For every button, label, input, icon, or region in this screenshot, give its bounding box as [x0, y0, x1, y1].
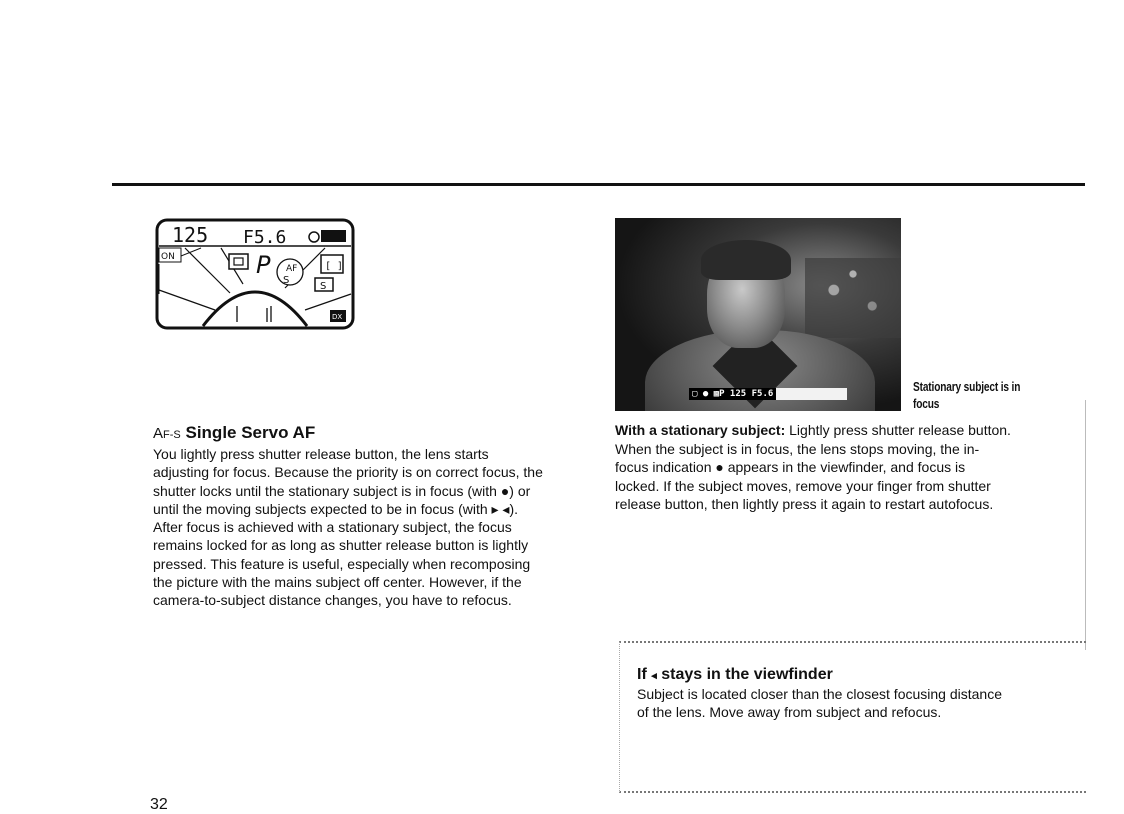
lcd-mode-letter: P	[256, 251, 271, 279]
paragraph-line: With a stationary subject: Lightly press shutter release button.	[615, 422, 1011, 438]
lcd-af-top: AF	[286, 264, 298, 274]
top-rule	[112, 183, 1085, 186]
note-body	[637, 685, 1067, 721]
note-line: of the lens. Move away from subject and refocus.	[637, 704, 942, 720]
viewfinder-info-text: ▢ ● ▩P 125 F5.6	[689, 388, 776, 400]
margin-line	[1085, 400, 1086, 650]
paragraph-line: until the moving subjects expected to be in focus (with ▸ ◂).	[153, 500, 519, 517]
paragraph-line: camera-to-subject distance changes, you have to refocus.	[153, 592, 512, 609]
lcd-bracket: [ ]	[325, 261, 344, 272]
subject-hair	[701, 240, 791, 280]
paragraph-line: release button, then lightly press it again to restart autofocus.	[615, 496, 994, 513]
paragraph-line: pressed. This feature is useful, especially when recomposing	[153, 555, 531, 572]
paragraph-line: adjusting for focus. Because the priority is on correct focus, the	[153, 464, 543, 481]
lcd-aperture-text: F5.6	[243, 227, 287, 248]
lcd-s-box: S	[320, 281, 327, 292]
lcd-dx: DX	[332, 313, 343, 321]
paragraph-line: shutter locks until the stationary subject is in focus (with ●) or	[153, 482, 531, 499]
paragraph-line: When the subject is in focus, the lens stops moving, the in-	[615, 440, 980, 457]
paragraph-line: After focus is achieved with a stationary subject, the focus	[153, 519, 512, 536]
lcd-af-bottom: S	[283, 275, 290, 286]
lcd-panel-illustration	[155, 218, 355, 330]
paragraph-line: the picture with the mains subject off center. However, if the	[153, 574, 522, 591]
lcd-shutter-text: 125	[172, 223, 209, 247]
section-title: Single Servo AF	[185, 423, 316, 442]
paragraph-line: You lightly press shutter release button, the lens starts	[153, 446, 489, 462]
lcd-battery-icon	[321, 230, 346, 242]
stationary-subject-label: With a stationary subject:	[615, 422, 786, 438]
lcd-on-label: ON	[161, 252, 175, 262]
paragraph-line: remains locked for as long as shutter release button is lightly	[153, 537, 529, 554]
background-foliage	[805, 258, 901, 338]
stationary-subject-description	[615, 421, 1070, 514]
photo-caption: Stationary subject is in focus	[913, 379, 1021, 411]
af-s-mode-label: AF-S	[153, 425, 181, 442]
single-servo-description	[153, 445, 593, 610]
paragraph-line: locked. If the subject moves, remove your finger from shutter	[615, 477, 991, 494]
viewfinder-info-bar	[689, 388, 847, 400]
page-number: 32	[150, 796, 168, 813]
paragraph-line: focus indication ● appears in the viewfinder, and focus is	[615, 459, 966, 476]
focus-arrow-icon: ◂	[651, 670, 657, 682]
note-title: If ◂ stays in the viewfinder	[637, 666, 833, 683]
viewfinder-photo	[615, 218, 901, 411]
note-line: Subject is located closer than the closest focusing distance	[637, 686, 1002, 702]
section-heading	[153, 423, 315, 445]
lcd-matrix-metering-icon	[229, 254, 248, 269]
